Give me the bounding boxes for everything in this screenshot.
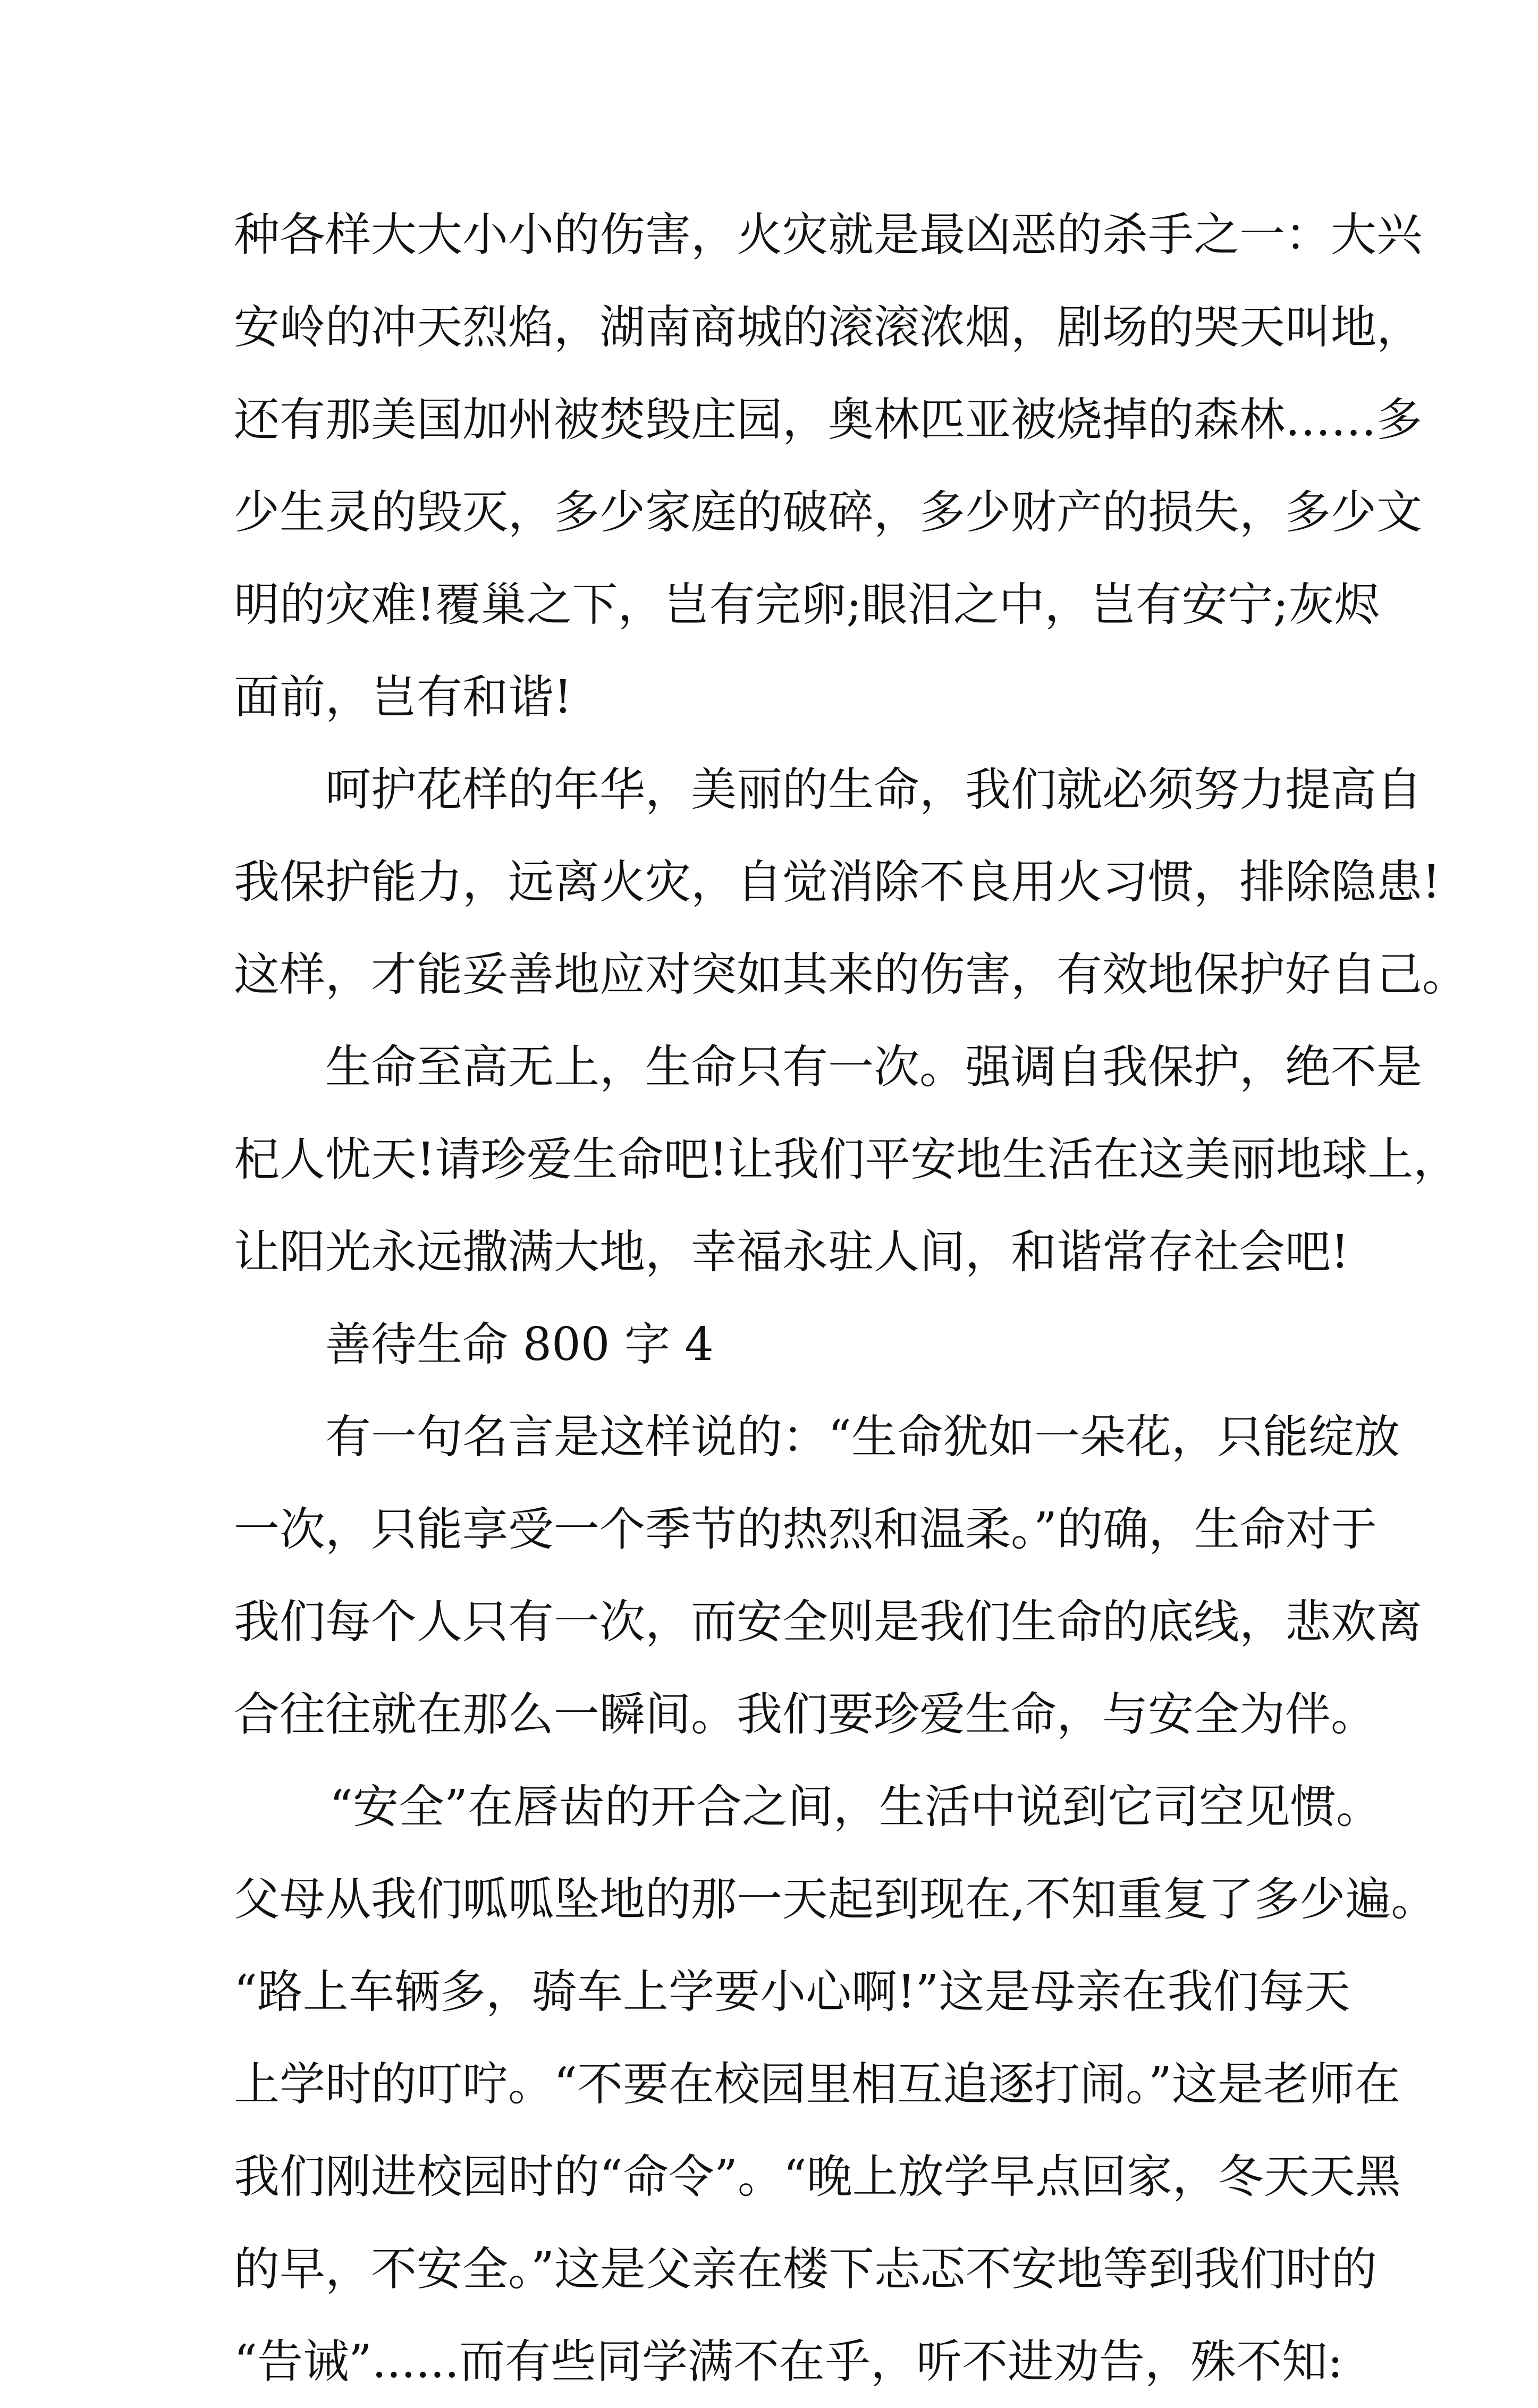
text-line: 少生灵的毁灭，多少家庭的破碎，多少财产的损失，多少文 [234, 486, 1422, 539]
text-line: 还有那美国加州被焚毁庄园，奥林匹亚被烧掉的森林……多 [234, 393, 1422, 446]
text-line: “路上车辆多，骑车上学要小心啊!”这是母亲在我们每天 [234, 1965, 1350, 2018]
text-line: 这样，才能妥善地应对突如其来的伤害，有效地保护好自己。 [234, 948, 1468, 1001]
paragraph-first-line: 有一句名言是这样说的：“生命犹如一朵花，只能绽放 [325, 1410, 1400, 1464]
text-line: 一次，只能享受一个季节的热烈和温柔。”的确，生命对于 [234, 1503, 1377, 1556]
text-line: 我保护能力，远离火灾，自觉消除不良用火习惯，排除隐患! [234, 856, 1441, 909]
text-line: 种各样大大小小的伤害，火灾就是最凶恶的杀手之一：大兴 [234, 208, 1422, 261]
paragraph-first-line: “安全”在唇齿的开合之间，生活中说到它司空见惯。 [329, 1780, 1382, 1834]
text-line: 上学时的叮咛。“不要在校园里相互追逐打闹。”这是老师在 [234, 2058, 1400, 2111]
paragraph-first-line: 生命至高无上，生命只有一次。强调自我保护，绝不是 [325, 1041, 1422, 1094]
text-line: 明的灾难!覆巢之下，岂有完卵;眼泪之中，岂有安宁;灰烬 [234, 578, 1380, 631]
text-line: 安岭的冲天烈焰，湖南商城的滚滚浓烟，剧场的哭天叫地， [234, 301, 1422, 354]
text-line: “告诫”......而有些同学满不在乎，听不进劝告，殊不知: [234, 2335, 1343, 2388]
text-line: 让阳光永远撒满大地，幸福永驻人间，和谐常存社会吧! [234, 1226, 1349, 1279]
text-line: 杞人忧天!请珍爱生命吧!让我们平安地生活在这美丽地球上， [234, 1133, 1459, 1186]
text-line: 父母从我们呱呱坠地的那一天起到现在,不知重复了多少遍。 [234, 1873, 1437, 1926]
text-line: 我们刚进校园时的“命令”。“晚上放学早点回家，冬天天黑 [234, 2150, 1401, 2203]
text-line: 合往往就在那么一瞬间。我们要珍爱生命，与安全为伴。 [234, 1688, 1376, 1741]
text-line: 面前，岂有和谐! [234, 671, 572, 724]
body-text [234, 189, 1468, 2408]
text-line: 我们每个人只有一次，而安全则是我们生命的底线，悲欢离 [234, 1595, 1422, 1649]
paragraph-first-line: 呵护花样的年华，美丽的生命，我们就必须努力提高自 [325, 763, 1422, 816]
text-line: 的早，不安全。”这是父亲在楼下忐忑不安地等到我们时的 [234, 2243, 1377, 2296]
section-heading: 善待生命 800 字 4 [325, 1318, 714, 1371]
